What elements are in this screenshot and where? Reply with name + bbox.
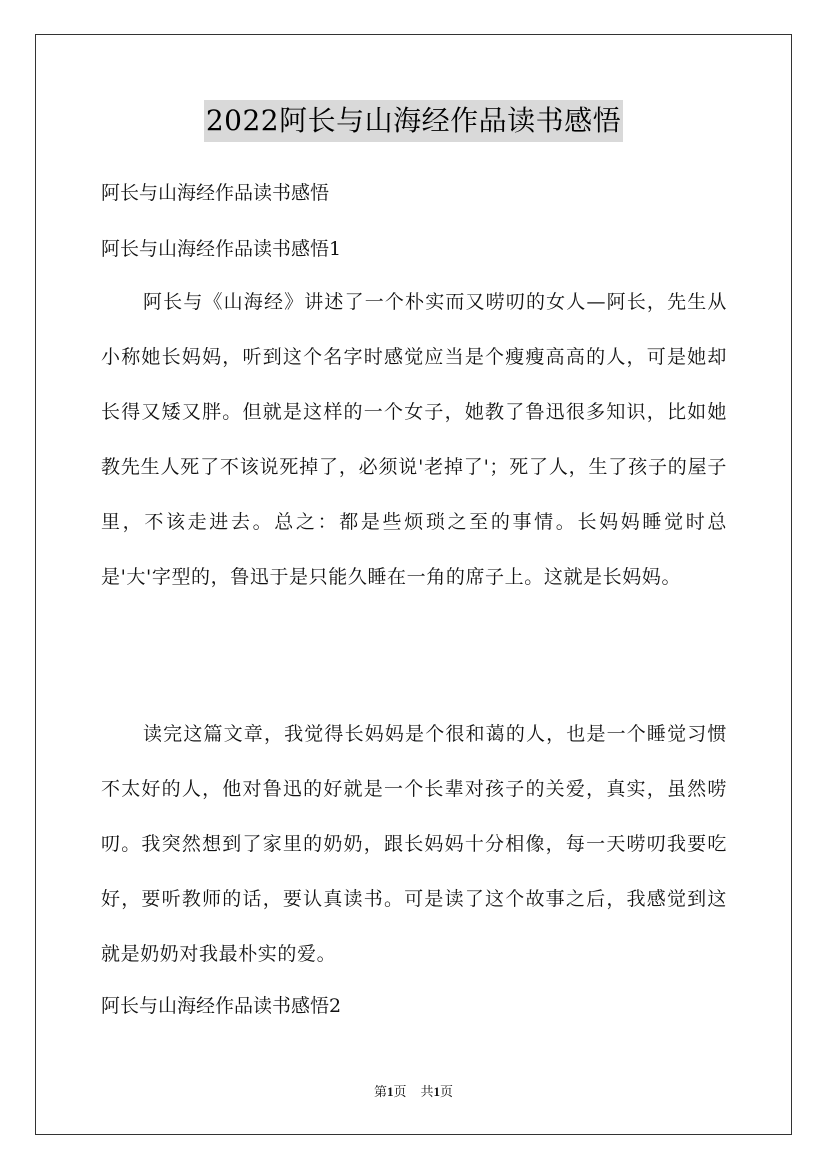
page-footer [0,1083,827,1101]
total-suffix: 页 [440,1084,454,1099]
section-1-heading: 阿长与山海经作品读书感悟1 [101,238,342,260]
paragraph-2: 读完这篇文章，我觉得长妈妈是个很和蔼的人，也是一个睡觉习惯不太好的人，他对鲁迅的好就是一个长辈对孩子的关爱，真实，虽然唠叨。我突然想到了家里的奶奶，跟长妈妈十分相像，每一天唠叨我要吃好，要听教师的话，要认真读书。可是读了这个故事之后，我感觉到这就是奶奶对我最朴实的爱。 [101,723,727,965]
title-container [0,100,827,142]
section-2-heading: 阿长与山海经作品读书感悟2 [101,995,342,1017]
total-prefix: 共 [420,1084,434,1099]
page-current: 1 [386,1084,394,1099]
document-title: 2022阿长与山海经作品读书感悟 [204,100,623,142]
document-subtitle: 阿长与山海经作品读书感悟 [101,182,330,204]
page-total: 1 [433,1084,441,1099]
page-suffix: 页 [393,1084,407,1099]
page-prefix: 第 [373,1084,387,1099]
paragraph-1: 阿长与《山海经》讲述了一个朴实而又唠叨的女人—阿长，先生从小称她长妈妈，听到这个名字时感觉应当是个瘦瘦高高的人，可是她却长得又矮又胖。但就是这样的一个女子，她教了鲁迅很多知识，比如她教先生人死了不该说死掉了，必须说'老掉了'；死了人，生了孩子的屋子里，不该走进去。总之：都是些烦琐之至的事情。长妈妈睡觉时总是'大'字型的，鲁迅于是只能久睡在一角的席子上。这就是长妈妈。 [101,291,727,588]
